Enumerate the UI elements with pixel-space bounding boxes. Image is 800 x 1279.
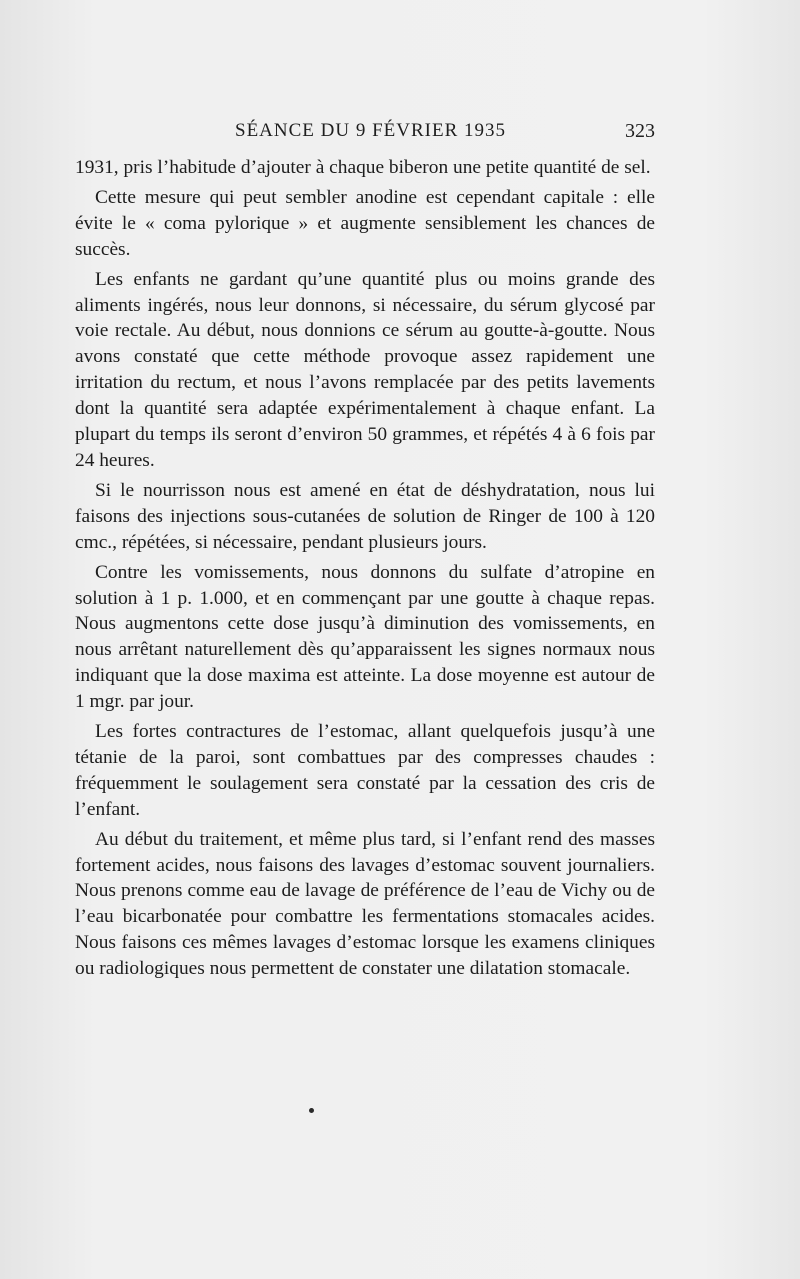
paragraph: Contre les vomissements, nous donnons du sulfate d’atropine en solution à 1 p. 1.000, et en commençant par une goutte à chaque repas. Nous augmentons cette dose jusqu’à diminution des vomissements, en nous arrêtant naturellement dès qu’apparaissent les signes normaux nous indiquant que la dose maxima est atteinte. La dose moyenne est autour de 1 mgr. par jour. [75, 561, 655, 713]
ink-dot [309, 1108, 314, 1113]
running-head: SÉANCE DU 9 FÉVRIER 1935 [235, 120, 507, 141]
page-number: 323 [625, 120, 655, 142]
paragraph: Les enfants ne gardant qu’une quantité plus ou moins grande des aliments ingérés, nous leur donnons, si nécessaire, du sérum glycosé par voie rectale. Au début, nous donnions ce sérum au goutte-à-goutte. Nous avons constaté que cette méthode provoque assez rapidement une irritation du rectum, et nous l’avons remplacée par des petits lavements dont la quantité sera adaptée expérimentalement à chaque enfant. La plupart du temps ils seront d’environ 50 grammes, et répétés 4 à 6 fois par 24 heures. [75, 268, 655, 471]
paragraph: Cette mesure qui peut sembler anodine est cependant capitale : elle évite le « coma pylorique » et augmente sensiblement les chances de succès. [75, 186, 655, 260]
paragraph: Les fortes contractures de l’estomac, allant quelquefois jusqu’à une tétanie de la paroi, sont combattues par des compresses chaudes : fréquemment le soulagement sera constaté par la cessation des cris de l’enfant. [75, 721, 655, 820]
paragraph: Au début du traitement, et même plus tard, si l’enfant rend des masses fortement acides, nous faisons des lavages d’estomac souvent journaliers. Nous prenons comme eau de lavage de préférence de l’eau de Vichy ou de l’eau bicarbonatée pour combattre les fermentations stomacales acides. Nous faisons ces mêmes lavages d’estomac lorsque les examens cliniques ou radiologiques nous permettent de constater une dilatation stomacale. [75, 828, 655, 980]
body-text [75, 155, 655, 986]
page-header [75, 120, 655, 148]
paragraph: Si le nourrisson nous est amené en état de déshydratation, nous lui faisons des injections sous-cutanées de solution de Ringer de 100 à 120 cmc., répétées, si nécessaire, pendant plusieurs jours. [75, 479, 655, 553]
paragraph-continuation: 1931, pris l’habitude d’ajouter à chaque biberon une petite quantité de sel. [75, 157, 651, 178]
